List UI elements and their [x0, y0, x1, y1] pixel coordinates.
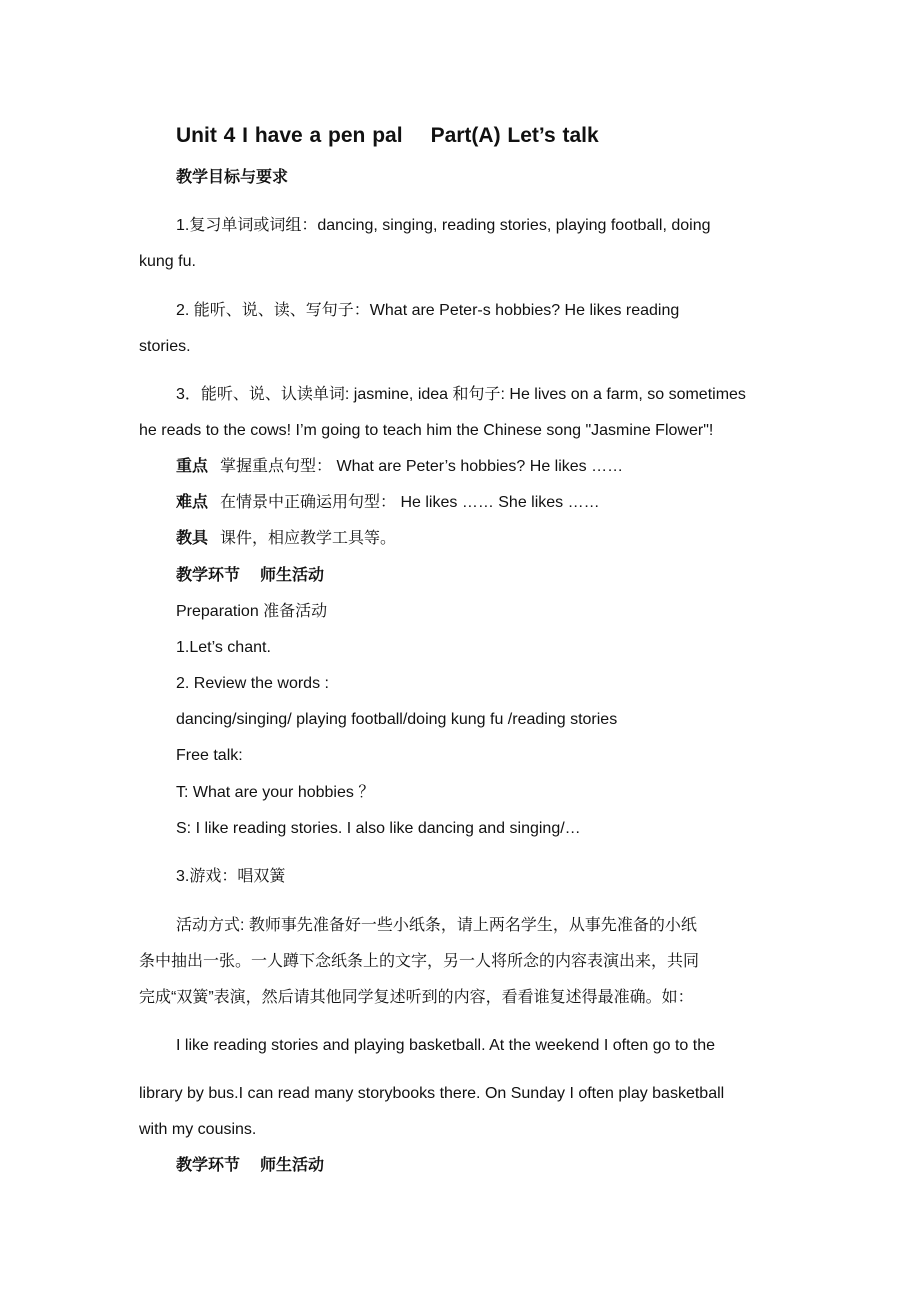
section-heading-1 [176, 565, 324, 587]
title-part: Part(A) Let’s talk [430, 124, 599, 147]
section-heading-2-left: 教学环节 [176, 1157, 241, 1174]
objective-2-line-1: 2. 能听、说、读、写句子：What are Peter-s hobbies? He likes reading [176, 302, 680, 319]
objective-3-line-2: he reads to the cows! I’m going to teach him the Chinese song "Jasmine Flower"! [139, 422, 714, 439]
preparation-step-1: 1.Let’s chant. [176, 639, 271, 656]
tools-label: 教具 [176, 530, 209, 547]
preparation-step-3: 3.游戏：唱双簧 [176, 868, 286, 885]
difficulty-text: 在情景中正确运用句型： He likes …… She likes …… [220, 494, 600, 511]
key-point-text: 掌握重点句型： What are Peter’s hobbies? He likes …… [220, 458, 624, 475]
example-line-2: library by bus.I can read many storybooks there. On Sunday I often play basketball [139, 1085, 725, 1102]
page-title [176, 122, 599, 150]
title-unit: Unit 4 I have a pen pal [176, 124, 403, 147]
key-point-row [176, 456, 623, 478]
difficulty-label: 难点 [176, 494, 209, 511]
preparation-step-2: 2. Review the words : [176, 675, 329, 692]
objective-1-line-2: kung fu. [139, 253, 196, 270]
example-line-1: I like reading stories and playing basketball. At the weekend I often go to the [176, 1037, 716, 1054]
key-point-label: 重点 [176, 458, 209, 475]
tools-text: 课件，相应教学工具等。 [220, 530, 397, 547]
objectives-heading: 教学目标与要求 [176, 169, 289, 186]
teacher-line: T: What are your hobbies ？ [176, 784, 375, 801]
preparation-title: Preparation 准备活动 [176, 603, 328, 620]
objective-3-line-1: 3．能听、说、认读单词: jasmine, idea 和句子: He lives on a farm, so sometimes [176, 386, 746, 403]
free-talk-label: Free talk: [176, 747, 243, 764]
example-line-3: with my cousins. [139, 1121, 257, 1138]
tools-row [176, 528, 396, 550]
difficulty-row [176, 492, 600, 514]
section-heading-1-left: 教学环节 [176, 567, 241, 584]
review-words: dancing/singing/ playing football/doing kung fu /reading stories [176, 711, 618, 728]
section-heading-2-right: 师生活动 [260, 1157, 325, 1174]
activity-line-1: 活动方式: 教师事先准备好一些小纸条，请上两名学生，从事先准备的小纸 [176, 917, 697, 934]
student-line: S: I like reading stories. I also like dancing and singing/… [176, 820, 581, 837]
section-heading-1-right: 师生活动 [260, 567, 325, 584]
objective-2-line-2: stories. [139, 338, 191, 355]
activity-line-2: 条中抽出一张。一人蹲下念纸条上的文字，另一人将所念的内容表演出来，共同 [139, 953, 700, 970]
section-heading-2 [176, 1155, 324, 1177]
objective-1-line-1: 1.复习单词或词组：dancing, singing, reading stories, playing football, doing [176, 217, 711, 234]
activity-line-3: 完成“双簧”表演，然后请其他同学复述听到的内容，看看谁复述得最准确。如： [139, 989, 694, 1006]
